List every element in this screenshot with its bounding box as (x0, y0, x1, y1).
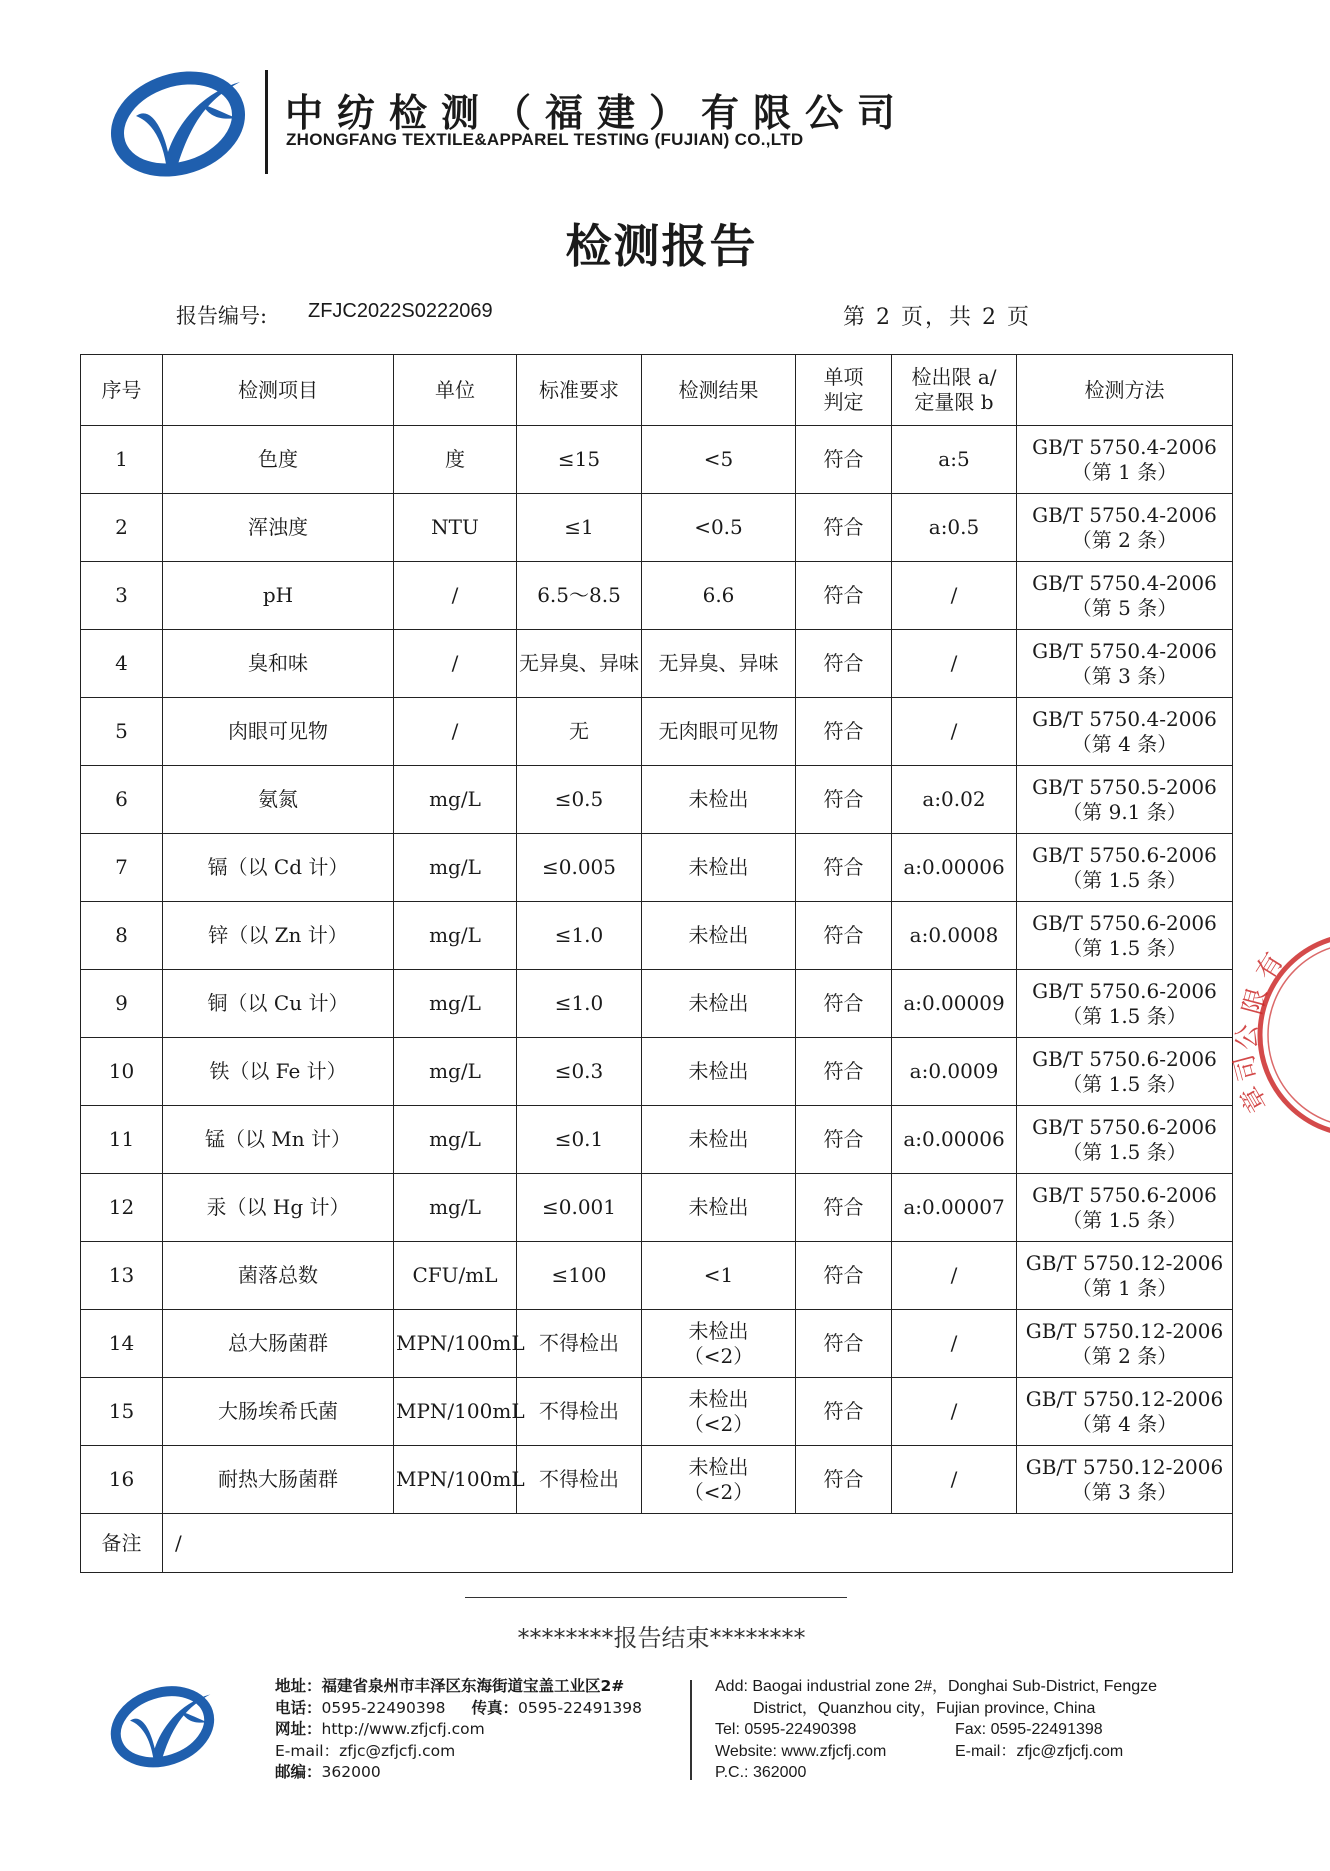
cell-method-line2: （第 1.5 条） (1062, 1003, 1187, 1028)
cell-result (642, 1242, 796, 1310)
cell-method-line2: （第 5 条） (1071, 595, 1178, 620)
cell-standard: ≤0.1 (517, 1106, 642, 1174)
header-method: 检测方法 (1017, 355, 1233, 426)
cell-method-line2: （第 9.1 条） (1062, 799, 1187, 824)
footer-web-row (275, 1719, 642, 1741)
cell-no: 16 (81, 1446, 163, 1514)
cell-method-line1: GB/T 5750.4-2006 (1032, 638, 1217, 663)
cell-method-line1: GB/T 5750.6-2006 (1032, 978, 1217, 1003)
footer-divider (690, 1680, 692, 1780)
cell-method-line1: GB/T 5750.6-2006 (1032, 842, 1217, 867)
cell-item: 菌落总数 (163, 1242, 394, 1310)
cell-unit: MPN/100mL (394, 1446, 517, 1514)
table-row (81, 630, 1233, 698)
footer-en-web-row (715, 1741, 1157, 1763)
header-standard: 标准要求 (517, 355, 642, 426)
cell-result (642, 426, 796, 494)
cell-item: 臭和味 (163, 630, 394, 698)
cell-standard: ≤15 (517, 426, 642, 494)
cell-method (1017, 698, 1233, 766)
cell-no: 14 (81, 1310, 163, 1378)
header-divider (265, 70, 268, 174)
cell-result (642, 766, 796, 834)
report-title: 检测报告 (565, 219, 758, 273)
cell-standard: ≤1.0 (517, 970, 642, 1038)
cell-limit: / (892, 1242, 1017, 1310)
cell-item: 总大肠菌群 (163, 1310, 394, 1378)
cell-result (642, 630, 796, 698)
header-unit: 单位 (394, 355, 517, 426)
svg-text:司: 司 (1229, 1051, 1265, 1084)
cell-limit: / (892, 1378, 1017, 1446)
cell-result-line1: 未检出 (688, 1454, 749, 1479)
cell-method (1017, 630, 1233, 698)
cell-no: 7 (81, 834, 163, 902)
cell-method-line1: GB/T 5750.12-2006 (1025, 1318, 1224, 1343)
cell-standard: 无 (517, 698, 642, 766)
cell-judge: 符合 (796, 494, 892, 562)
cell-limit: a:0.00007 (892, 1174, 1017, 1242)
cell-standard: 不得检出 (517, 1310, 642, 1378)
cell-standard: ≤0.005 (517, 834, 642, 902)
footer-post-row (275, 1762, 642, 1784)
cell-method-line2: （第 3 条） (1071, 663, 1178, 688)
footer-web: http://www.zfjcfj.com (321, 1720, 485, 1738)
cell-limit: a:0.02 (892, 766, 1017, 834)
table-row (81, 1378, 1233, 1446)
table-row (81, 834, 1233, 902)
header-result: 检测结果 (642, 355, 796, 426)
header-no: 序号 (81, 355, 163, 426)
cell-method-line1: GB/T 5750.12-2006 (1025, 1250, 1224, 1275)
cell-result-line2: （<2） (683, 1411, 754, 1436)
footer-web-label: 网址： (275, 1720, 322, 1738)
cell-limit: / (892, 698, 1017, 766)
cell-item: 色度 (163, 426, 394, 494)
cell-result-line1: 未检出 (688, 1318, 749, 1343)
cell-judge: 符合 (796, 630, 892, 698)
end-divider (465, 1597, 847, 1598)
results-table (80, 354, 1233, 1573)
cell-limit: / (892, 1310, 1017, 1378)
footer-en-pc: P.C.: 362000 (715, 1764, 807, 1781)
footer-email-row (275, 1741, 642, 1763)
cell-method-line2: （第 4 条） (1071, 731, 1178, 756)
footer-address: 福建省泉州市丰泽区东海街道宝盖工业区2# (321, 1677, 625, 1695)
footer-en-phone-row (715, 1719, 1157, 1741)
cell-result-line1: 无肉眼可见物 (658, 719, 779, 743)
company-name-en: ZHONGFANG TEXTILE&APPAREL TESTING (FUJIAN) CO.,LTD (286, 130, 804, 149)
cell-method (1017, 1310, 1233, 1378)
header-limit-line2: 定量限 b (914, 390, 994, 414)
table-row (81, 698, 1233, 766)
cell-limit: / (892, 562, 1017, 630)
cell-method-line1: GB/T 5750.6-2006 (1032, 1182, 1217, 1207)
cell-standard: ≤0.5 (517, 766, 642, 834)
cell-result-line1: 未检出 (688, 1195, 749, 1219)
cell-method (1017, 1446, 1233, 1514)
cell-method-line2: （第 1.5 条） (1062, 1071, 1187, 1096)
table-row (81, 426, 1233, 494)
cell-item: 镉（以 Cd 计） (163, 834, 394, 902)
footer-en-website: Website: www.zfjcfj.com (715, 1742, 887, 1760)
table-row (81, 494, 1233, 562)
cell-standard: 无异臭、异味 (517, 630, 642, 698)
cell-result (642, 562, 796, 630)
cell-method-line1: GB/T 5750.12-2006 (1025, 1386, 1224, 1411)
cell-limit: a:0.00006 (892, 834, 1017, 902)
cell-no: 10 (81, 1038, 163, 1106)
cell-method-line2: （第 1.5 条） (1062, 1207, 1187, 1232)
header-limit (892, 355, 1017, 426)
cell-method-line1: GB/T 5750.6-2006 (1032, 1114, 1217, 1139)
footer-en-address-1: Add: Baogai industrial zone 2#，Donghai Sub-District, Fengze (715, 1678, 1158, 1695)
table-row (81, 1174, 1233, 1242)
cell-result-line1: 无异臭、异味 (658, 651, 779, 675)
cell-result-line1: <0.5 (694, 515, 743, 539)
table-row (81, 1242, 1233, 1310)
cell-unit: / (394, 562, 517, 630)
footer-post-label: 邮编： (275, 1763, 322, 1781)
table-row (81, 1038, 1233, 1106)
cell-no: 8 (81, 902, 163, 970)
footer-contact-en (715, 1676, 1157, 1784)
company-name-cn: 中纺检测（福建）有限公司 (285, 91, 910, 135)
cell-no: 4 (81, 630, 163, 698)
cell-no: 3 (81, 562, 163, 630)
footer-email-label: E-mail： (275, 1741, 340, 1760)
report-number: ZFJC2022S0222069 (308, 300, 493, 322)
cell-limit: a:0.0009 (892, 1038, 1017, 1106)
cell-item: 氨氮 (163, 766, 394, 834)
footer-contact-cn (275, 1676, 642, 1784)
footer-en-fax: Fax: 0595-22491398 (955, 1721, 1103, 1738)
cell-item: 锰（以 Mn 计） (163, 1106, 394, 1174)
cell-method-line1: GB/T 5750.5-2006 (1032, 774, 1217, 799)
cell-result (642, 494, 796, 562)
cell-standard: ≤0.001 (517, 1174, 642, 1242)
cell-unit: mg/L (394, 970, 517, 1038)
cell-no: 11 (81, 1106, 163, 1174)
cell-standard: ≤0.3 (517, 1038, 642, 1106)
report-end-marker: ********报告结束******** (517, 1624, 806, 1652)
cell-result-line1: 未检出 (688, 787, 749, 811)
footer-fax: 0595-22491398 (518, 1698, 642, 1717)
svg-text:章: 章 (1235, 1079, 1275, 1118)
cell-unit: mg/L (394, 1038, 517, 1106)
cell-no: 1 (81, 426, 163, 494)
cell-unit: NTU (394, 494, 517, 562)
cell-limit: a:0.5 (892, 494, 1017, 562)
table-row (81, 1310, 1233, 1378)
cell-no: 15 (81, 1378, 163, 1446)
header-limit-line1: 检出限 a/ (911, 365, 997, 389)
cell-unit: MPN/100mL (394, 1310, 517, 1378)
cell-standard: 6.5～8.5 (517, 562, 642, 630)
cell-item: 浑浊度 (163, 494, 394, 562)
cell-result (642, 1378, 796, 1446)
cell-result (642, 902, 796, 970)
footer-phone-label: 电话： (275, 1698, 322, 1717)
footer-phone-row (275, 1698, 642, 1720)
cell-unit: CFU/mL (394, 1242, 517, 1310)
cell-limit: a:5 (892, 426, 1017, 494)
cell-method-line1: GB/T 5750.4-2006 (1032, 502, 1217, 527)
footer-phone: 0595-22490398 (321, 1698, 446, 1717)
cell-method-line1: GB/T 5750.4-2006 (1032, 434, 1217, 459)
cell-result (642, 1174, 796, 1242)
cell-method (1017, 970, 1233, 1038)
cell-method (1017, 902, 1233, 970)
footer-post: 362000 (321, 1763, 381, 1781)
page-indicator: 第 2 页，共 2 页 (843, 305, 1031, 330)
cell-method (1017, 562, 1233, 630)
cell-method (1017, 834, 1233, 902)
cell-item: 肉眼可见物 (163, 698, 394, 766)
table-row (81, 902, 1233, 970)
cell-method (1017, 766, 1233, 834)
cell-limit: / (892, 1446, 1017, 1514)
cell-method-line2: （第 1.5 条） (1062, 935, 1187, 960)
footer-en-email: E-mail：zfjc@zfjcfj.com (955, 1742, 1124, 1760)
svg-text:限: 限 (1237, 984, 1274, 1018)
cell-result (642, 1038, 796, 1106)
cell-method-line2: （第 1.5 条） (1062, 1139, 1187, 1164)
cell-method-line2: （第 1 条） (1071, 459, 1178, 484)
cell-unit: mg/L (394, 1174, 517, 1242)
cell-result-line1: 未检出 (688, 1386, 749, 1411)
cell-result-line1: <1 (703, 1263, 734, 1287)
cell-method-line2: （第 3 条） (1071, 1479, 1178, 1504)
cell-limit: a:0.00009 (892, 970, 1017, 1038)
table-row (81, 1106, 1233, 1174)
company-seal-stamp (1229, 930, 1330, 1140)
cell-judge: 符合 (796, 1174, 892, 1242)
svg-text:有: 有 (1250, 947, 1290, 986)
cell-item: 锌（以 Zn 计） (163, 902, 394, 970)
svg-text:公: 公 (1233, 1023, 1263, 1050)
cell-method-line2: （第 2 条） (1071, 1343, 1178, 1368)
cell-result-line1: 未检出 (688, 855, 749, 879)
cell-item: 大肠埃希氏菌 (163, 1378, 394, 1446)
cell-unit: / (394, 698, 517, 766)
cell-result-line1: 未检出 (688, 991, 749, 1015)
header-judge-line2: 判定 (823, 390, 864, 414)
cell-result-line1: 6.6 (702, 583, 735, 607)
cell-judge: 符合 (796, 766, 892, 834)
cell-standard: 不得检出 (517, 1446, 642, 1514)
cell-unit: MPN/100mL (394, 1378, 517, 1446)
cell-method (1017, 426, 1233, 494)
cell-no: 13 (81, 1242, 163, 1310)
cell-item: 汞（以 Hg 计） (163, 1174, 394, 1242)
cell-item: pH (163, 562, 394, 630)
cell-method (1017, 1174, 1233, 1242)
cell-standard: 不得检出 (517, 1378, 642, 1446)
header-item: 检测项目 (163, 355, 394, 426)
table-row (81, 766, 1233, 834)
cell-method-line1: GB/T 5750.6-2006 (1032, 910, 1217, 935)
remark-value: / (163, 1514, 1233, 1573)
cell-item: 铜（以 Cu 计） (163, 970, 394, 1038)
cell-method-line2: （第 1 条） (1071, 1275, 1178, 1300)
cell-unit: mg/L (394, 834, 517, 902)
footer-logo (110, 1683, 218, 1769)
cell-judge: 符合 (796, 1446, 892, 1514)
cell-limit: a:0.0008 (892, 902, 1017, 970)
cell-no: 5 (81, 698, 163, 766)
cell-unit: 度 (394, 426, 517, 494)
cell-result-line1: 未检出 (688, 923, 749, 947)
footer-email: zfjc@zfjcfj.com (339, 1741, 456, 1760)
cell-method-line1: GB/T 5750.12-2006 (1025, 1454, 1224, 1479)
cell-result (642, 1446, 796, 1514)
cell-judge: 符合 (796, 1242, 892, 1310)
cell-result-line1: <5 (703, 447, 734, 471)
cell-judge: 符合 (796, 970, 892, 1038)
cell-no: 12 (81, 1174, 163, 1242)
cell-judge: 符合 (796, 1038, 892, 1106)
cell-method (1017, 1378, 1233, 1446)
cell-standard: ≤1 (517, 494, 642, 562)
cell-result (642, 1310, 796, 1378)
cell-result (642, 1106, 796, 1174)
cell-result (642, 970, 796, 1038)
footer-en-address-2: District，Quanzhou city，Fujian province, China (753, 1699, 1096, 1717)
cell-unit: mg/L (394, 1106, 517, 1174)
table-header-row (81, 355, 1233, 426)
cell-standard: ≤1.0 (517, 902, 642, 970)
footer-address-label: 地址： (275, 1677, 322, 1695)
header-judge (796, 355, 892, 426)
cell-judge: 符合 (796, 1106, 892, 1174)
company-logo (110, 68, 250, 178)
cell-method-line2: （第 2 条） (1071, 527, 1178, 552)
cell-no: 6 (81, 766, 163, 834)
cell-standard: ≤100 (517, 1242, 642, 1310)
cell-method (1017, 1038, 1233, 1106)
cell-judge: 符合 (796, 1378, 892, 1446)
footer-en-tel: Tel: 0595-22490398 (715, 1721, 857, 1738)
cell-result-line2: （<2） (683, 1479, 754, 1504)
cell-method-line1: GB/T 5750.4-2006 (1032, 570, 1217, 595)
cell-method-line1: GB/T 5750.6-2006 (1032, 1046, 1217, 1071)
cell-item: 铁（以 Fe 计） (163, 1038, 394, 1106)
cell-judge: 符合 (796, 902, 892, 970)
cell-no: 9 (81, 970, 163, 1038)
remark-label: 备注 (81, 1514, 163, 1573)
cell-method (1017, 494, 1233, 562)
cell-result (642, 834, 796, 902)
cell-result-line1: 未检出 (688, 1059, 749, 1083)
cell-method-line2: （第 4 条） (1071, 1411, 1178, 1436)
cell-unit: mg/L (394, 902, 517, 970)
cell-method-line2: （第 1.5 条） (1062, 867, 1187, 892)
cell-no: 2 (81, 494, 163, 562)
remark-row (81, 1514, 1233, 1573)
report-number-label: 报告编号: (176, 304, 268, 328)
header-judge-line1: 单项 (823, 365, 864, 389)
footer-fax-label: 传真： (471, 1698, 519, 1717)
cell-judge: 符合 (796, 834, 892, 902)
cell-judge: 符合 (796, 1310, 892, 1378)
cell-result-line1: 未检出 (688, 1127, 749, 1151)
cell-method-line1: GB/T 5750.4-2006 (1032, 706, 1217, 731)
table-row (81, 970, 1233, 1038)
footer-address-row (275, 1676, 642, 1698)
table-row (81, 1446, 1233, 1514)
cell-unit: mg/L (394, 766, 517, 834)
table-row (81, 562, 1233, 630)
cell-judge: 符合 (796, 698, 892, 766)
cell-method (1017, 1242, 1233, 1310)
cell-method (1017, 1106, 1233, 1174)
cell-item: 耐热大肠菌群 (163, 1446, 394, 1514)
cell-result (642, 698, 796, 766)
cell-unit: / (394, 630, 517, 698)
cell-limit: / (892, 630, 1017, 698)
cell-limit: a:0.00006 (892, 1106, 1017, 1174)
cell-judge: 符合 (796, 426, 892, 494)
cell-judge: 符合 (796, 562, 892, 630)
cell-result-line2: （<2） (683, 1343, 754, 1368)
